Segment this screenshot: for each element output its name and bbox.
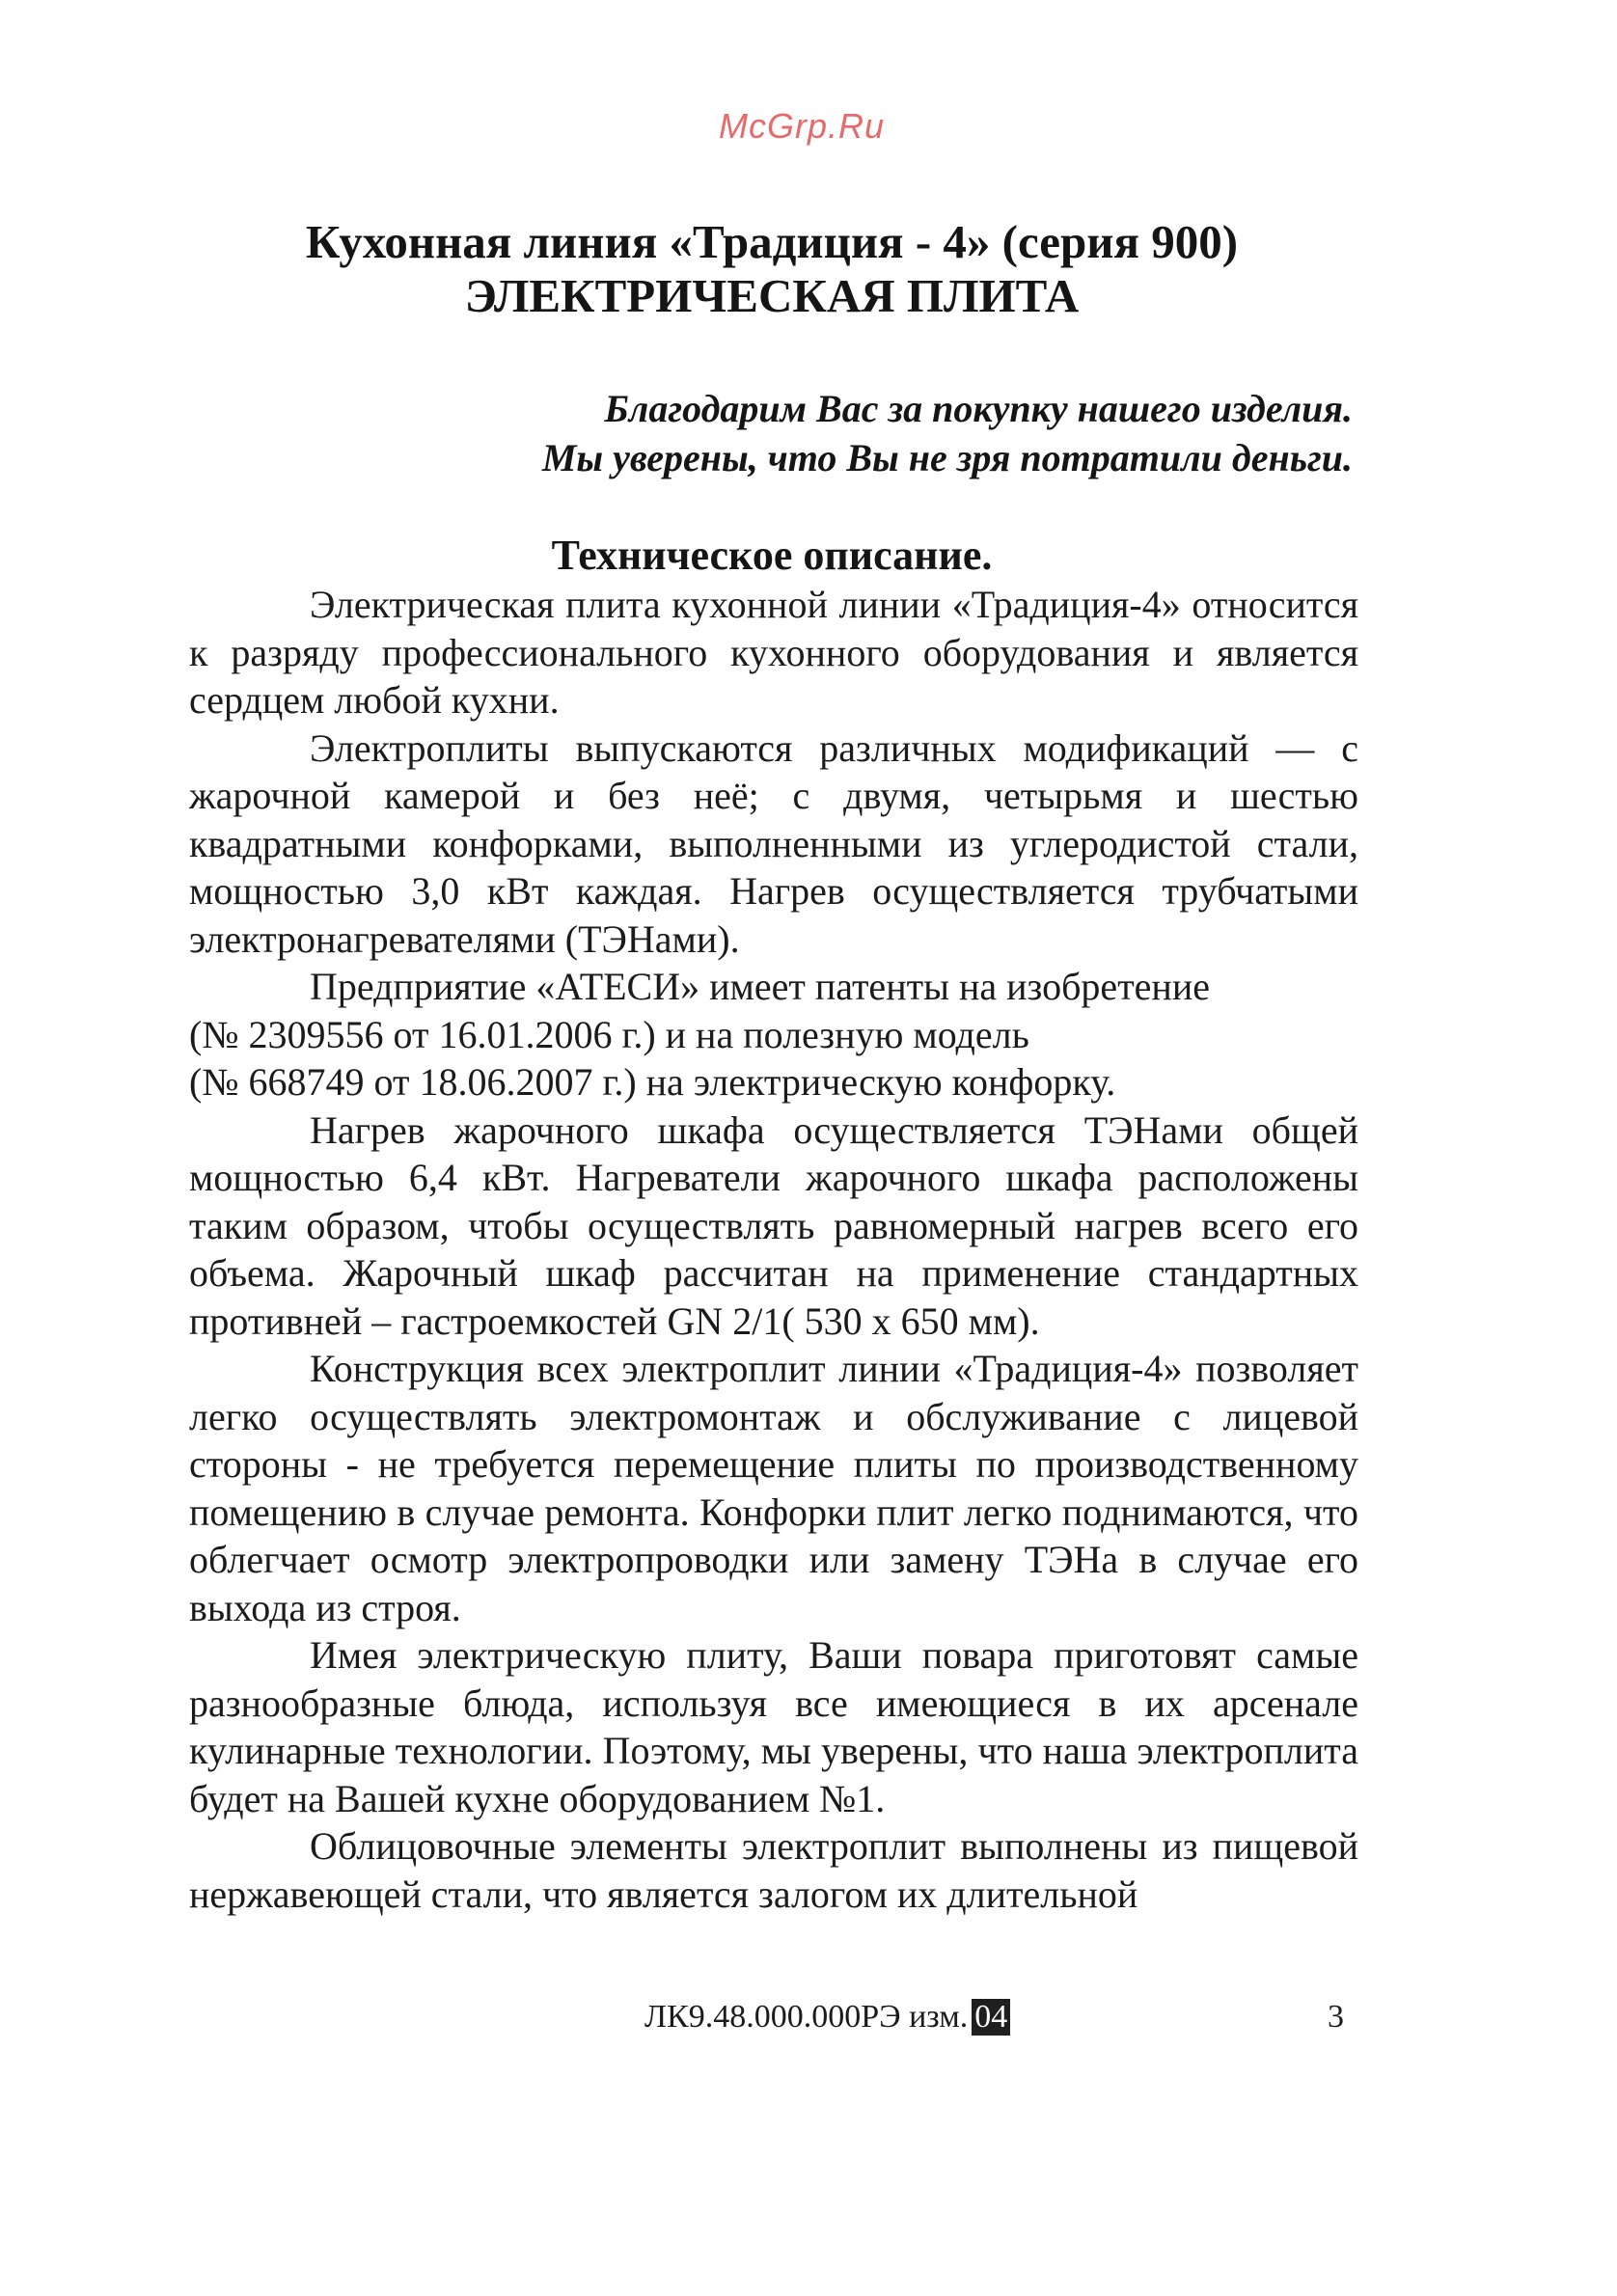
paragraph: Электроплиты выпускаются различных модификаций — с жарочной камерой и без неё; с двумя, четырьмя и шестью квадратными конфорками, выполненными из углеродистой стали, мощностью 3,0 кВт каждая. Нагрев осуществляется трубчатыми электронагревателями (ТЭНами). — [189, 725, 1358, 961]
section-heading: Техническое описание. — [551, 532, 993, 579]
page-number: 3 — [1328, 1999, 1344, 2035]
paragraph: Электрическая плита кухонной линии «Традиция-4» относится к разряду профессионального кухонного оборудования и является сердцем любой кухни. — [189, 583, 1358, 722]
paragraph: Конструкция всех электроплит линии «Традиция-4» позволяет легко осуществлять электромонтаж и обслуживание с лицевой стороны - не требуется перемещение плиты по производственному помещению в случае ремонта. Конфорки плит легко поднимаются, что облегчает осмотр электропроводки или замену ТЭНа в случае его выхода из строя. — [189, 1347, 1358, 1629]
thanks-line-1: Благодарим Вас за покупку нашего изделия. — [604, 387, 1353, 430]
document-title: Кухонная линия «Традиция - 4» (серия 900) — [305, 215, 1239, 268]
watermark-logo: McGrp.Ru — [719, 106, 886, 146]
body-text — [189, 581, 1358, 1918]
paragraph: (№ 2309556 от 16.01.2006 г.) и на полезную модель — [189, 1012, 1029, 1056]
paragraph: Нагрев жарочного шкафа осуществляется ТЭНами общей мощностью 6,4 кВт. Нагреватели жарочного шкафа расположены таким образом, чтобы осуществлять равномерный нагрев всего его объема. Жарочный шкаф рассчитан на применение стандартных противней – гастроемкостей GN 2/1( 530 х 650 мм). — [189, 1107, 1358, 1343]
paragraph: (№ 668749 от 18.06.2007 г.) на электрическую конфорку. — [189, 1060, 1116, 1104]
thanks-line-2: Мы уверены, что Вы не зря потратили деньги. — [541, 436, 1353, 479]
document-subtitle: ЭЛЕКТРИЧЕСКАЯ ПЛИТА — [464, 269, 1080, 322]
paragraph: Имея электрическую плиту, Ваши повара приготовят самые разнообразные блюда, используя все имеющиеся в их арсенале кулинарные технологии. Поэтому, мы уверены, что наша электроплита будет на Вашей кухне оборудованием №1. — [189, 1633, 1358, 1820]
paragraph: Облицовочные элементы электроплит выполнены из пищевой нержавеющей стали, что является залогом их длительной — [189, 1824, 1358, 1916]
footer-doc-code — [644, 1999, 1010, 2036]
doc-code: ЛК9.48.000.000РЭ изм. — [644, 1999, 969, 2035]
revision-badge: 04 — [972, 1999, 1010, 2036]
paragraph: Предприятие «АТЕСИ» имеет патенты на изобретение — [310, 965, 1210, 1008]
